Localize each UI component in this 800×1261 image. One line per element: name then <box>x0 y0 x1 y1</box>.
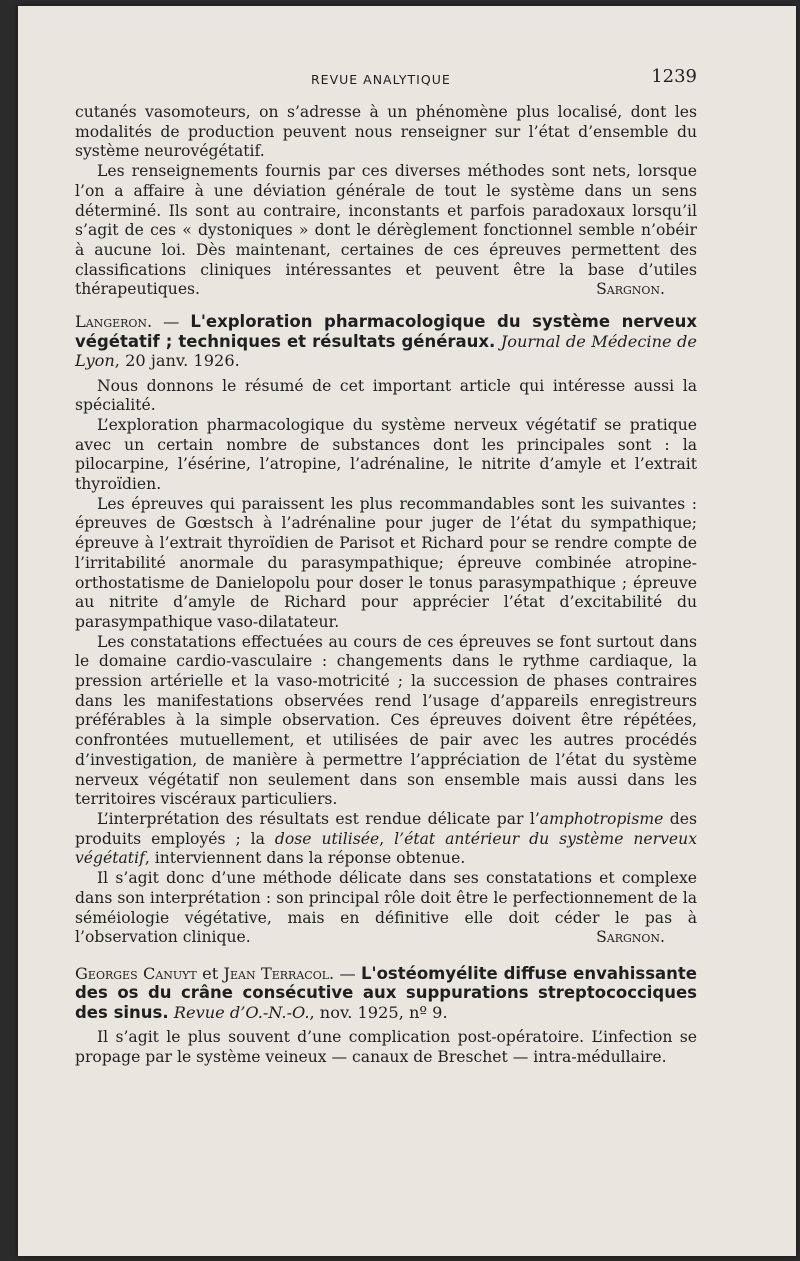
signature: Sargnon. <box>596 928 665 947</box>
page-number: 1239 <box>651 66 697 87</box>
entry-heading <box>75 964 697 1023</box>
document-page <box>18 6 796 1256</box>
emphasis: amphotropisme <box>539 810 664 828</box>
paragraph: Il s’agit le plus souvent d’une complication post-opératoire. L’infection se propage par le système veineux — canaux de Breschet — intra-médullaire. <box>75 1028 697 1067</box>
paragraph-text: Les renseignements fournis par ces diverses méthodes sont nets, lorsque l’on a affaire à une déviation générale de tout le système dans un sens déterminé. Ils sont au contraire, inconstants et parfois paradoxaux lorsqu’il s’agit de ces « dystoniques » dont le dérèglement fonctionnel semble n’obéir à aucune loi. Dès maintenant, certaines de ces épreuves permettent des classifications cliniques intéressantes et peuvent être la base d’utiles thérapeutiques. <box>75 162 697 299</box>
entry-heading <box>75 312 697 371</box>
emphasis: dose utilisée <box>274 829 380 848</box>
entry-title: L'exploration pharmacologique du système nerveux végétatif ; techniques et résultats généraux. <box>75 312 697 351</box>
paragraph <box>75 869 697 948</box>
running-title: REVUE ANALYTIQUE <box>311 72 451 87</box>
paragraph-text: Il s’agit donc d’une méthode délicate dans ses constatations et complexe dans son interprétation : son principal rôle doit être le perfectionnement de la séméiologie végétative, mais en définitive elle doit céder le pas à l’observation clinique. <box>75 869 697 947</box>
paragraph <box>75 162 697 300</box>
paragraph: L’exploration pharmacologique du système nerveux végétatif se pratique avec un certain nombre de substances dont les principales sont : la pilocarpine, l’ésérine, l’atropine, l’adrénaline, le nitrite d’amyle et l’extrait thyroïdien. <box>75 415 697 494</box>
text: des produits employés ; la <box>75 810 697 848</box>
paragraph: Les épreuves qui paraissent les plus recommandables sont les suivantes : épreuves de Gœstsch à l’adrénaline pour juger de l’état du sympathique; épreuve à l’extrait thyroïdien de Parisot et Richard pour se rendre compte de l’irritabilité anormale du parasympathique; épreuve combinée atropine-orthostatisme de Danielopolu pour doser le tonus parasympathique ; épreuve au nitrite d’amyle de Richard pour apprécier l’état d’excitabilité du parasympathique vaso-dilatateur. <box>75 494 697 631</box>
entry-author: Jean Terracol. <box>223 963 335 983</box>
entry-source: Journal de Médecine de Lyon <box>75 331 697 371</box>
paragraph: cutanés vasomoteurs, on s’adresse à un phénomène plus localisé, dont les modalités de production peuvent nous renseigner sur l’état d’ensemble du système neurovégétatif. <box>75 103 697 161</box>
entry-dash: — <box>334 963 362 983</box>
page-content <box>75 67 697 1068</box>
entry-body <box>75 1028 697 1067</box>
entry-author: Georges Canuyt <box>75 963 197 983</box>
entry-conj: et <box>196 963 224 983</box>
entry-date: , nov. 1925, nº 9. <box>309 1002 448 1022</box>
entry-body <box>75 377 697 948</box>
entry-author: Langeron. <box>75 312 153 332</box>
text: L’interprétation des résultats est rendue délicate par l’ <box>97 810 540 828</box>
page-header <box>75 67 697 93</box>
paragraph: Les constatations effectuées au cours de ces épreuves se font surtout dans le domaine cardio-vasculaire : changements dans le rythme cardiaque, la pression artérielle et la vaso-motricité ; la succession de phases contraires dans les manifestations observées rend l’usage d’appareils enregistreurs préférables à la simple observation. Ces épreuves doivent être répétées, confrontées mutuellement, et utilisées de pair avec les autres procédés d’investigation, de manière à permettre l’appréciation de l’état du système nerveux végétatif non seulement dans son ensemble mais aussi dans les territoires viscéraux particuliers. <box>75 632 697 809</box>
entry-title: L'ostéomyélite diffuse envahissante des os du crâne consécutive aux suppurations streptococciques des sinus. <box>75 963 697 1022</box>
emphasis: l’état antérieur du système nerveux végétatif <box>75 829 697 868</box>
entry-source: Revue d’O.-N.-O. <box>173 1002 310 1022</box>
text: , <box>379 829 395 848</box>
paragraph: Nous donnons le résumé de cet important article qui intéresse aussi la spécialité. <box>75 376 697 415</box>
signature: Sargnon. <box>596 280 665 299</box>
entry-date: , 20 janv. 1926. <box>114 351 240 371</box>
paragraph <box>75 810 697 869</box>
entry-dash: — <box>152 312 191 332</box>
text: , interviennent dans la réponse obtenue. <box>144 849 466 868</box>
